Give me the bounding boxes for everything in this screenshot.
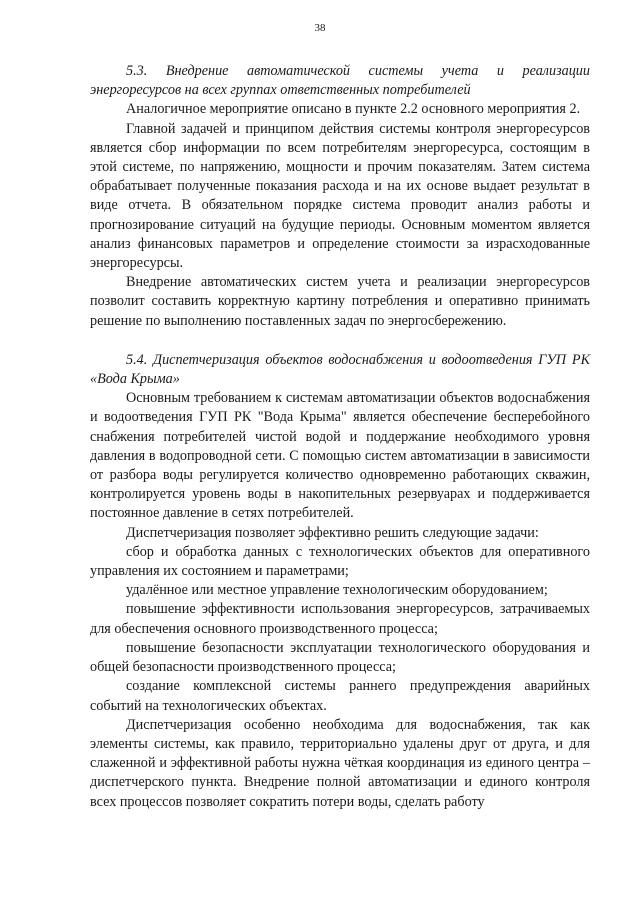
section-spacer xyxy=(90,331,590,351)
list-item: повышение эффективности использования энергоресурсов, затрачиваемых для обеспечения основного производственного процесса; xyxy=(90,601,590,637)
paragraph: Диспетчеризация особенно необходима для водоснабжения, так как элементы системы, как правило, территориально удалены друг от друга, и для слаженной и эффективной работы нужна чёткая координация из единого центра – диспетчерского пункта. Внедрение полной автоматизации и единого контроля всех процессов позволяет сократить потери воды, сделать работу xyxy=(90,716,590,810)
section-5-4 xyxy=(90,351,590,812)
section-heading: 5.3. Внедрение автоматической системы учета и реализации энергоресурсов на всех группах ответственных потребителей xyxy=(90,63,590,99)
list-item: создание комплексной системы раннего предупреждения аварийных событий на технологических объектах. xyxy=(90,678,590,714)
paragraph: Аналогичное мероприятие описано в пункте 2.2 основного мероприятия 2. xyxy=(126,101,581,118)
paragraph: Диспетчеризация позволяет эффективно решить следующие задачи: xyxy=(126,524,539,541)
section-heading: 5.4. Диспетчеризация объектов водоснабжения и водоотведения ГУП РК «Вода Крыма» xyxy=(90,351,590,388)
paragraph: Главной задачей и принципом действия системы контроля энергоресурсов является сбор информации по всем потребителям энергоресурса, состоящим в этой системе, по напряжению, мощности и прочим показателям. Затем система обрабатывает полученные показания расхода и на их основе выдает результат в виде отчета. В обязательном порядке система проводит анализ работы и прогнозирование ситуаций на будущие периоды. Основным моментом является анализ финансовых параметров и определение стоимости за израсходованные энергоресурсы. xyxy=(90,120,590,272)
paragraph: Основным требованием к системам автоматизации объектов водоснабжения и водоотведения ГУП РК "Вода Крыма" является обеспечение бесперебойного снабжения потребителей чистой водой и поддержание необходимого уровня давления в водопроводной сети. С помощью систем автоматизации в зависимости от разбора воды регулируется количество одновременно работающих скважин, контролируется уровень воды в накопительных резервуарах и поддерживается постоянное давление в сетях потребителей. xyxy=(90,390,590,522)
list-item: сбор и обработка данных с технологических объектов для оперативного управления их состоянием и параметрами; xyxy=(90,543,590,580)
page-body xyxy=(90,62,590,812)
list-item: удалённое или местное управление технологическим оборудованием; xyxy=(126,582,548,599)
page-number: 38 xyxy=(314,22,326,34)
paragraph: Внедрение автоматических систем учета и реализации энергоресурсов позволит составить корректную картину потребления и оперативно принимать решение по выполнению поставленных задач по энергосбережению. xyxy=(90,274,590,329)
section-5-3 xyxy=(90,62,590,331)
list-item: повышение безопасности эксплуатации технологического оборудования и общей безопасности производственного процесса; xyxy=(90,639,590,676)
